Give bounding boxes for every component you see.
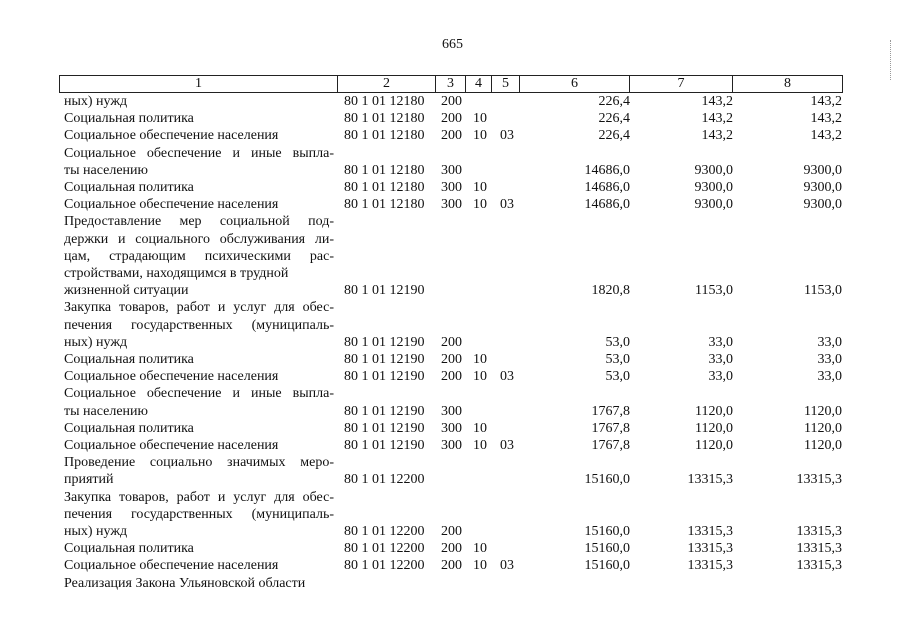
table-row xyxy=(0,489,905,506)
cell-c3: 200 xyxy=(441,352,462,367)
table-row xyxy=(0,575,905,592)
cell-c5: 03 xyxy=(500,128,514,144)
table-row xyxy=(0,557,905,574)
cell-v6: 14686,0 xyxy=(584,162,630,178)
table-row xyxy=(0,213,905,230)
cell-code: 80 1 01 12190 xyxy=(344,420,425,436)
cell-v8: 13315,3 xyxy=(796,558,842,574)
table-row xyxy=(0,334,905,351)
cell-code: 80 1 01 12190 xyxy=(344,334,425,350)
cell-v7: 13315,3 xyxy=(687,558,733,574)
cell-v6: 14686,0 xyxy=(584,197,630,213)
cell-c3: 300 xyxy=(441,420,462,436)
table-row xyxy=(0,179,905,196)
cell-v7: 143,2 xyxy=(701,94,733,109)
table-row xyxy=(0,145,905,162)
cell-name: ных) нужд xyxy=(64,334,128,350)
cell-name: Реализация Закона Ульяновской области xyxy=(64,575,306,591)
cell-v6: 226,4 xyxy=(598,128,630,144)
table-row xyxy=(0,110,905,127)
cell-name: печения государственных (муниципаль- xyxy=(64,317,334,333)
cell-c3: 200 xyxy=(441,334,462,350)
cell-v6: 15160,0 xyxy=(584,541,630,557)
cell-v8: 1120,0 xyxy=(804,403,842,419)
cell-v6: 226,4 xyxy=(598,111,630,127)
cell-c5: 03 xyxy=(500,369,514,385)
cell-c3: 300 xyxy=(441,403,462,419)
cell-code: 80 1 01 12190 xyxy=(344,283,425,299)
cell-v8: 1153,0 xyxy=(804,283,842,299)
cell-v8: 143,2 xyxy=(810,111,842,127)
cell-c3: 200 xyxy=(441,558,462,574)
cell-name: Социальная политика xyxy=(64,541,194,557)
cell-c4: 10 xyxy=(473,197,487,213)
cell-v7: 13315,3 xyxy=(687,524,733,539)
cell-code: 80 1 01 12180 xyxy=(344,180,425,195)
cell-c4: 10 xyxy=(473,180,487,195)
header-col-2: 2 xyxy=(338,76,436,92)
table-row xyxy=(0,471,905,488)
cell-name: жизненной ситуации xyxy=(64,283,189,299)
table-row xyxy=(0,196,905,213)
table-row xyxy=(0,454,905,471)
cell-name: Закупка товаров, работ и услуг для обес- xyxy=(64,489,334,505)
cell-name: Социальное обеспечение населения xyxy=(64,369,279,385)
table-row xyxy=(0,317,905,334)
cell-v6: 15160,0 xyxy=(584,558,630,574)
cell-c4: 10 xyxy=(473,438,487,453)
table-row xyxy=(0,248,905,265)
table-row xyxy=(0,299,905,316)
table-row xyxy=(0,540,905,557)
cell-v8: 1120,0 xyxy=(804,438,842,453)
cell-code: 80 1 01 12180 xyxy=(344,111,425,127)
table-row xyxy=(0,403,905,420)
header-col-6: 6 xyxy=(520,76,630,92)
cell-name: Проведение социально значимых меро- xyxy=(64,455,334,471)
header-col-3: 3 xyxy=(436,76,466,92)
cell-name: держки и социального обслуживания ли- xyxy=(64,231,334,247)
cell-name: стройствами, находящимся в трудной xyxy=(64,266,289,281)
header-col-1: 1 xyxy=(60,76,338,92)
cell-name: ты населению xyxy=(64,403,148,419)
cell-v7: 13315,3 xyxy=(687,472,733,488)
cell-name: Социальное обеспечение населения xyxy=(64,197,279,213)
cell-code: 80 1 01 12190 xyxy=(344,352,425,367)
table-row xyxy=(0,351,905,368)
cell-code: 80 1 01 12200 xyxy=(344,524,425,539)
table-row xyxy=(0,93,905,110)
cell-c5: 03 xyxy=(500,438,514,453)
cell-name: Социальная политика xyxy=(64,180,194,195)
cell-code: 80 1 01 12190 xyxy=(344,438,425,453)
table-row xyxy=(0,265,905,282)
cell-v7: 143,2 xyxy=(701,111,733,127)
cell-code: 80 1 01 12200 xyxy=(344,472,425,488)
table-row xyxy=(0,162,905,179)
cell-v8: 13315,3 xyxy=(796,524,842,539)
cell-c4: 10 xyxy=(473,111,487,127)
cell-c3: 200 xyxy=(441,94,462,109)
cell-name: ных) нужд xyxy=(64,524,128,539)
cell-v7: 33,0 xyxy=(708,369,733,385)
cell-v7: 9300,0 xyxy=(694,162,733,178)
cell-c3: 300 xyxy=(441,162,462,178)
cell-v6: 226,4 xyxy=(598,94,630,109)
table-row xyxy=(0,127,905,144)
cell-v8: 9300,0 xyxy=(803,180,842,195)
cell-name: печения государственных (муниципаль- xyxy=(64,506,334,522)
table-row xyxy=(0,385,905,402)
header-col-8: 8 xyxy=(784,76,791,91)
cell-v6: 53,0 xyxy=(605,334,630,350)
cell-c3: 200 xyxy=(441,111,462,127)
cell-name: Социальное обеспечение и иные выпла- xyxy=(64,386,334,402)
cell-v6: 53,0 xyxy=(605,352,630,367)
cell-c4: 10 xyxy=(473,420,487,436)
header-col-7: 7 xyxy=(630,76,733,92)
cell-v8: 13315,3 xyxy=(796,541,842,557)
cell-code: 80 1 01 12190 xyxy=(344,369,425,385)
cell-v8: 13315,3 xyxy=(796,472,842,488)
cell-v8: 1120,0 xyxy=(804,420,842,436)
table-row xyxy=(0,506,905,523)
table-row xyxy=(0,282,905,299)
cell-code: 80 1 01 12180 xyxy=(344,94,425,109)
cell-name: Социальное обеспечение населения xyxy=(64,128,279,144)
cell-v6: 1767,8 xyxy=(591,420,630,436)
cell-c4: 10 xyxy=(473,558,487,574)
cell-v7: 1153,0 xyxy=(695,283,733,299)
cell-v6: 1767,8 xyxy=(591,438,630,453)
cell-v7: 9300,0 xyxy=(694,197,733,213)
cell-c3: 200 xyxy=(441,128,462,144)
cell-code: 80 1 01 12180 xyxy=(344,197,425,213)
cell-c3: 200 xyxy=(441,524,462,539)
cell-v8: 33,0 xyxy=(817,369,842,385)
table-header xyxy=(59,75,843,93)
cell-c4: 10 xyxy=(473,352,487,367)
cell-c3: 300 xyxy=(441,197,462,213)
cell-v8: 9300,0 xyxy=(803,197,842,213)
cell-v6: 1820,8 xyxy=(591,283,630,299)
cell-c5: 03 xyxy=(500,558,514,574)
margin-mark xyxy=(890,40,893,80)
cell-v8: 143,2 xyxy=(810,94,842,109)
cell-code: 80 1 01 12190 xyxy=(344,403,425,419)
cell-v8: 9300,0 xyxy=(803,162,842,178)
cell-v6: 1767,8 xyxy=(591,403,630,419)
table-row xyxy=(0,523,905,540)
cell-name: Социальная политика xyxy=(64,111,194,127)
cell-v7: 33,0 xyxy=(708,334,733,350)
table-row xyxy=(0,368,905,385)
cell-v8: 33,0 xyxy=(817,334,842,350)
cell-v7: 33,0 xyxy=(708,352,733,367)
cell-c4: 10 xyxy=(473,128,487,144)
cell-code: 80 1 01 12200 xyxy=(344,558,425,574)
cell-v7: 1120,0 xyxy=(695,403,733,419)
cell-name: приятий xyxy=(64,472,114,488)
cell-name: Социальное обеспечение населения xyxy=(64,438,279,453)
table-row xyxy=(0,231,905,248)
cell-v7: 143,2 xyxy=(701,128,733,144)
cell-v8: 143,2 xyxy=(810,128,842,144)
cell-name: ных) нужд xyxy=(64,94,128,109)
cell-c3: 300 xyxy=(441,180,462,195)
header-col-5: 5 xyxy=(492,76,520,92)
cell-v7: 1120,0 xyxy=(695,420,733,436)
cell-name: Предоставление мер социальной под- xyxy=(64,214,334,230)
cell-code: 80 1 01 12180 xyxy=(344,162,425,178)
cell-v8: 33,0 xyxy=(817,352,842,367)
cell-name: цам, страдающим психическими рас- xyxy=(64,248,334,264)
cell-code: 80 1 01 12180 xyxy=(344,128,425,144)
page-number: 665 xyxy=(442,37,463,52)
header-col-4: 4 xyxy=(466,76,492,92)
cell-code: 80 1 01 12200 xyxy=(344,541,425,557)
cell-c3: 200 xyxy=(441,369,462,385)
cell-v7: 13315,3 xyxy=(687,541,733,557)
cell-name: Закупка товаров, работ и услуг для обес- xyxy=(64,300,334,316)
cell-v7: 9300,0 xyxy=(694,180,733,195)
cell-name: Социальное обеспечение населения xyxy=(64,558,279,574)
cell-v6: 14686,0 xyxy=(584,180,630,195)
table-row xyxy=(0,437,905,454)
cell-v6: 15160,0 xyxy=(584,472,630,488)
cell-v6: 53,0 xyxy=(605,369,630,385)
cell-name: ты населению xyxy=(64,162,148,178)
cell-c4: 10 xyxy=(473,369,487,385)
cell-name: Социальное обеспечение и иные выпла- xyxy=(64,145,334,161)
cell-name: Социальная политика xyxy=(64,420,194,436)
cell-v7: 1120,0 xyxy=(695,438,733,453)
cell-c5: 03 xyxy=(500,197,514,213)
cell-v6: 15160,0 xyxy=(584,524,630,539)
cell-name: Социальная политика xyxy=(64,352,194,367)
cell-c3: 200 xyxy=(441,541,462,557)
table-row xyxy=(0,420,905,437)
cell-c3: 300 xyxy=(441,438,462,453)
cell-c4: 10 xyxy=(473,541,487,557)
